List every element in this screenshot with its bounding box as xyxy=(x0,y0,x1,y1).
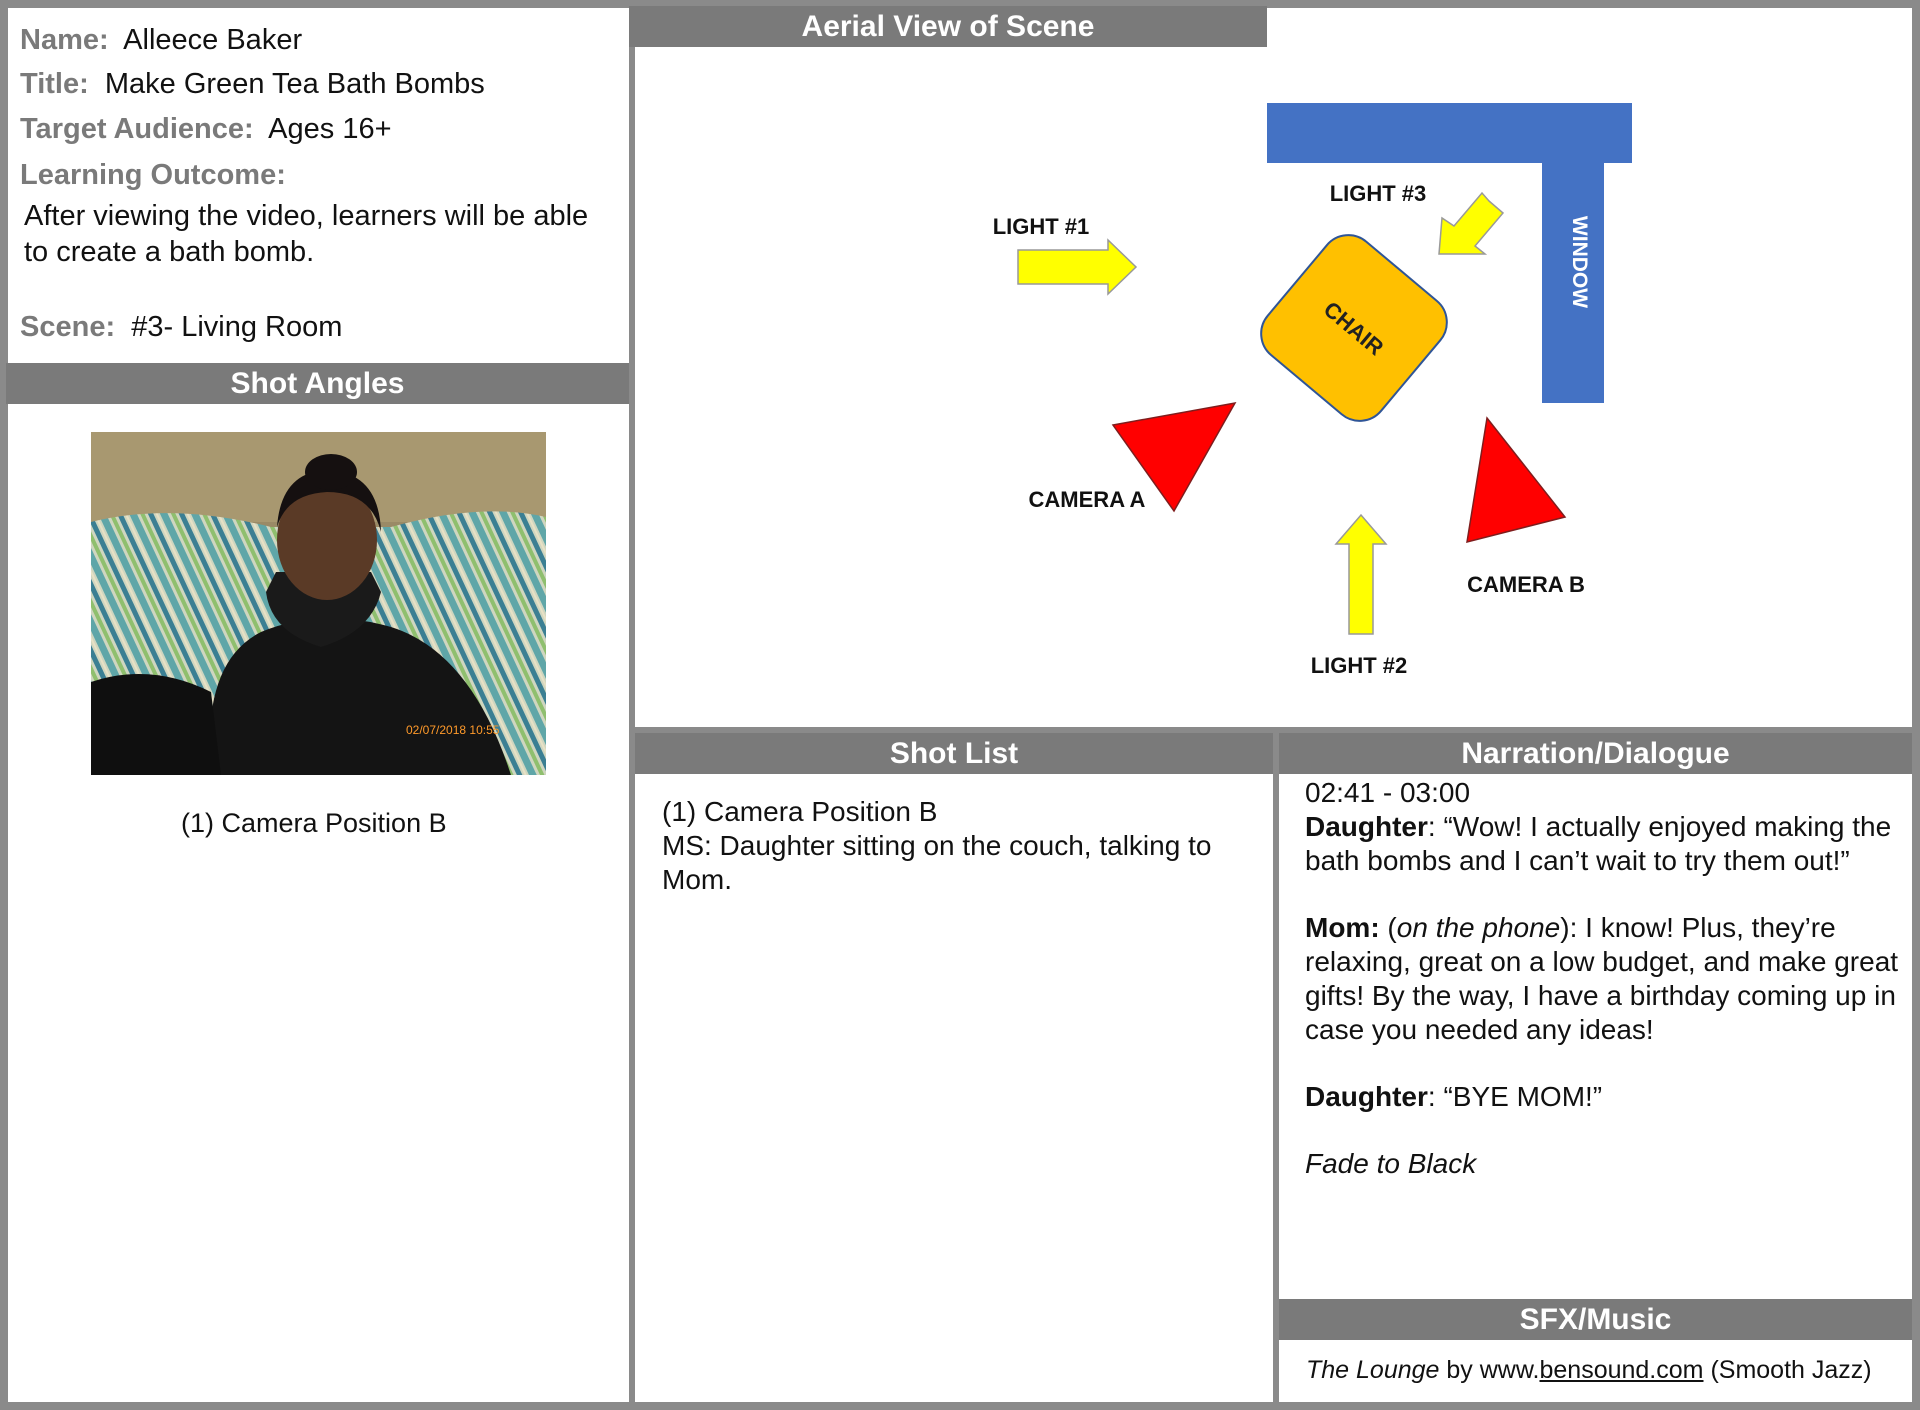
bensound-link[interactable]: bensound.com xyxy=(1539,1356,1704,1384)
light-3-arrow xyxy=(1439,193,1503,254)
title-label: Title: xyxy=(20,68,89,100)
dialogue-daughter-1-cont: bath bombs and I can’t wait to try them out!” xyxy=(1305,845,1850,876)
name-label: Name: xyxy=(20,24,109,56)
shot-angle-photo xyxy=(91,432,546,775)
outcome-text xyxy=(24,198,588,270)
narration-header: Narration/Dialogue xyxy=(1279,733,1912,774)
photo-illustration xyxy=(91,432,546,775)
shot-list-line-1: (1) Camera Position B xyxy=(662,796,938,827)
shot-angles-header: Shot Angles xyxy=(6,363,629,404)
track-title: The Lounge xyxy=(1306,1356,1440,1384)
shot-list-line-2: MS: Daughter sitting on the couch, talking to xyxy=(662,830,1212,861)
shot-list-body xyxy=(662,795,1211,897)
sfx-body: The Lounge by www.bensound.com (Smooth Jazz) xyxy=(1306,1356,1872,1384)
light-3-label: LIGHT #3 xyxy=(1329,181,1427,206)
fade-to-black: Fade to Black xyxy=(1305,1148,1477,1179)
speaker-mom: Mom: xyxy=(1305,912,1380,943)
light-1-label: LIGHT #1 xyxy=(992,214,1090,239)
dialogue-mom-line-2: relaxing, great on a low budget, and make great xyxy=(1305,946,1899,977)
speaker-daughter: Daughter xyxy=(1305,811,1428,842)
light-1-arrow xyxy=(1018,240,1136,294)
shot-angles-caption: (1) Camera Position B xyxy=(181,808,447,838)
scene-label: Scene: xyxy=(20,311,116,343)
aerial-view-header: Aerial View of Scene xyxy=(629,6,1267,47)
left-border xyxy=(0,0,8,1410)
name-field xyxy=(20,24,302,57)
scene-value: #3- Living Room xyxy=(131,311,343,343)
camera-b-label: CAMERA B xyxy=(1467,572,1585,597)
outcome-label: Learning Outcome: xyxy=(20,159,286,191)
photo-timestamp: 02/07/2018 10:55 xyxy=(406,723,500,737)
scene-field xyxy=(20,311,342,344)
outcome-line-1: After viewing the video, learners will be able xyxy=(24,200,589,232)
chair-shape xyxy=(1250,224,1459,433)
narration-body xyxy=(1305,776,1898,1181)
camera-b-triangle xyxy=(1467,418,1565,542)
dialogue-daughter-1: Daughter: “Wow! I actually enjoyed making the xyxy=(1305,811,1892,842)
audience-label: Target Audience: xyxy=(20,113,254,145)
aerial-diagram xyxy=(635,47,1912,727)
dialogue-mom-line-3: gifts! By the way, I have a birthday coming up in xyxy=(1305,980,1896,1011)
shot-list-header: Shot List xyxy=(635,733,1273,774)
dialogue-daughter-2: Daughter: “BYE MOM!” xyxy=(1305,1081,1603,1112)
chair-label: CHAIR xyxy=(1318,296,1389,361)
dialogue-mom-line-4: case you needed any ideas! xyxy=(1305,1014,1654,1045)
narration-timecode: 02:41 - 03:00 xyxy=(1305,777,1471,808)
speaker-daughter-2: Daughter xyxy=(1305,1081,1428,1112)
shot-list-line-3: Mom. xyxy=(662,864,732,895)
window-label: WINDOW xyxy=(1568,215,1591,309)
dialogue-mom: Mom: (on the phone): I know! Plus, they’re xyxy=(1305,912,1836,943)
outcome-line-2: to create a bath bomb. xyxy=(24,236,315,268)
audience-value: Ages 16+ xyxy=(268,113,392,145)
right-border xyxy=(1912,0,1920,1410)
bottom-border xyxy=(0,1402,1920,1410)
audience-field xyxy=(20,113,392,146)
light-2-arrow xyxy=(1336,515,1386,634)
camera-a-label: CAMERA A xyxy=(1028,487,1146,512)
title-value: Make Green Tea Bath Bombs xyxy=(104,68,485,100)
light-2-label: LIGHT #2 xyxy=(1310,653,1408,678)
name-value: Alleece Baker xyxy=(123,24,303,56)
sfx-music-header: SFX/Music xyxy=(1279,1299,1912,1340)
title-field xyxy=(20,68,485,101)
outcome-heading xyxy=(20,159,286,192)
